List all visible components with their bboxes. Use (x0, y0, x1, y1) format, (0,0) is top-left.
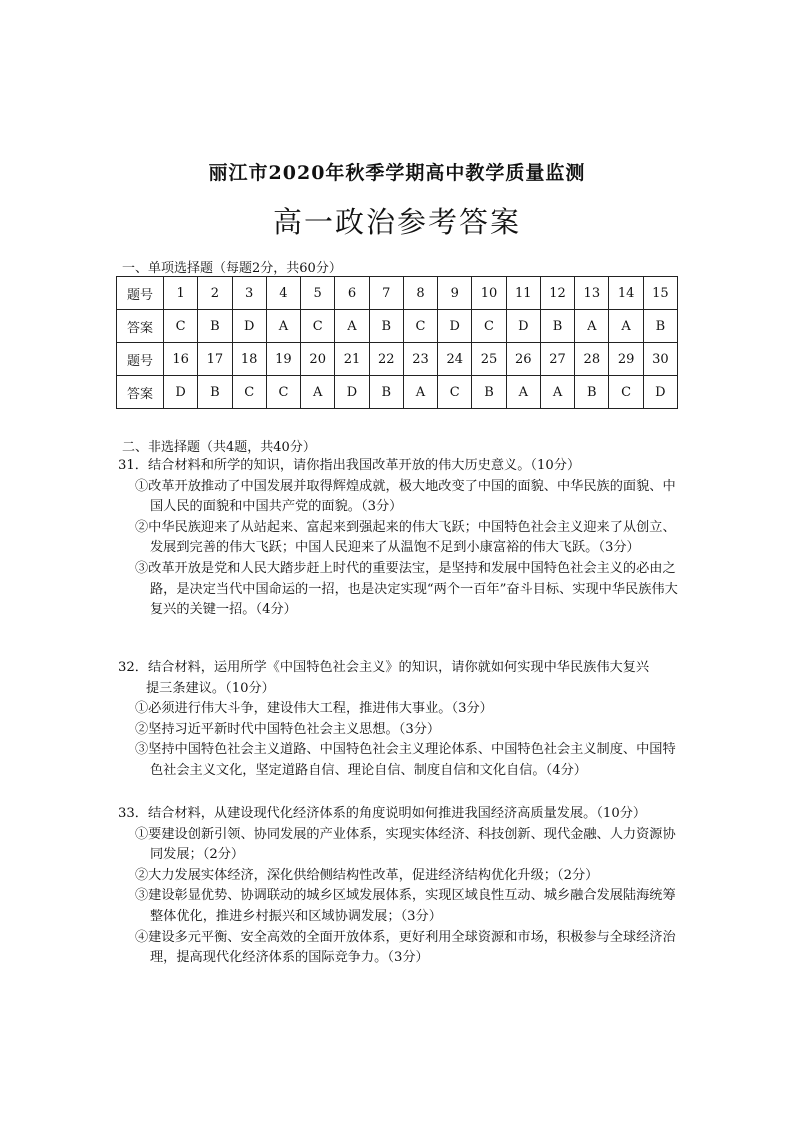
question-number-cell: 6 (335, 277, 369, 310)
question-32-point: ③坚持中国特色社会主义道路、中国特色社会主义理论体系、中国特色社会主义制度、中国特色社会主义文化，坚定道路自信、理论自信、制度自信和文化自信。（4分） (135, 742, 676, 778)
question-33-stem: 33．结合材料，从建设现代化经济体系的角度说明如何推进我国经济高质量发展。（10分） (118, 806, 647, 821)
question-number-cell: 18 (232, 343, 266, 376)
answer-cell: D (232, 310, 266, 343)
question-31-point: ③改革开放是党和人民大踏步赶上时代的重要法宝，是坚持和发展中国特色社会主义的必由之路，是决定当代中国命运的一招，也是决定实现“两个一百年”奋斗目标、实现中华民族伟大复兴的关键一招。（4分） (135, 560, 678, 618)
answer-cell: B (369, 310, 403, 343)
question-33-point: ①要建设创新引领、协同发展的产业体系，实现实体经济、科技创新、现代金融、人力资源协同发展；（2分） (135, 826, 676, 863)
table-row (117, 376, 678, 409)
question-number-cell: 11 (506, 277, 540, 310)
question-number-cell: 15 (643, 277, 677, 310)
question-number-cell: 1 (164, 277, 198, 310)
answer-cell: A (403, 376, 437, 409)
answer-cell: D (335, 376, 369, 409)
question-number-cell: 16 (164, 343, 198, 376)
question-number-cell: 7 (369, 277, 403, 310)
answer-cell: D (438, 310, 472, 343)
question-33 (118, 804, 688, 969)
question-number-cell: 20 (301, 343, 335, 376)
question-number-cell: 12 (540, 277, 574, 310)
question-number-cell: 4 (266, 277, 300, 310)
answer-cell: C (438, 376, 472, 409)
answer-cell: B (643, 310, 677, 343)
question-33-point: ③建设彰显优势、协调联动的城乡区域发展体系，实现区域良性互动、城乡融合发展陆海统筹整体优化，推进乡村振兴和区域协调发展；（3分） (135, 888, 676, 924)
row-label-number: 题号 (117, 277, 164, 310)
question-32-point: ①必须进行伟大斗争，建设伟大工程，推进伟大事业。（3分） (135, 701, 493, 717)
answer-cell: B (472, 376, 506, 409)
question-number-cell: 25 (472, 343, 506, 376)
answer-cell: C (232, 376, 266, 409)
question-number-cell: 27 (540, 343, 574, 376)
row-label-answer: 答案 (117, 376, 164, 409)
answer-cell: C (266, 376, 300, 409)
answer-cell: A (506, 376, 540, 409)
answer-cell: C (301, 310, 335, 343)
question-number-cell: 13 (575, 277, 609, 310)
question-32-point: ②坚持习近平新时代中国特色社会主义思想。（3分） (135, 721, 441, 737)
answer-key-title: 高一政治参考答案 (272, 205, 521, 239)
question-number-cell: 19 (266, 343, 300, 376)
row-label-number: 题号 (117, 343, 164, 376)
answer-cell: A (335, 310, 369, 343)
question-31-point: ②中华民族迎来了从站起来、富起来到强起来的伟大飞跃；中国特色社会主义迎来了从创立、发展到完善的伟大飞跃；中国人民迎来了从温饱不足到小康富裕的伟大飞跃。（3分） (135, 519, 676, 556)
question-32-stem: 32．结合材料，运用所学《中国特色社会主义》的知识，请你就如何实现中华民族伟大复兴 (118, 660, 650, 675)
question-number-cell: 8 (403, 277, 437, 310)
question-number-cell: 30 (643, 343, 677, 376)
question-number-cell: 10 (472, 277, 506, 310)
answer-cell: A (301, 376, 335, 409)
question-number-cell: 17 (198, 343, 232, 376)
question-number-cell: 14 (609, 277, 643, 310)
answer-cell: A (609, 310, 643, 343)
question-33-point: ④建设多元平衡、安全高效的全面开放体系，更好利用全球资源和市场，积极参与全球经济治理，提高现代化经济体系的国际竞争力。（3分） (135, 929, 676, 966)
table-row (117, 343, 678, 376)
table-row (117, 310, 678, 343)
question-number-cell: 2 (198, 277, 232, 310)
section1-heading: 一、单项选择题（每题2分，共60分） (122, 261, 342, 276)
answer-cell: B (540, 310, 574, 343)
question-31-point: ①改革开放推动了中国发展并取得辉煌成就，极大地改变了中国的面貌、中华民族的面貌、中国人民的面貌和中国共产党的面貌。（3分） (135, 478, 676, 515)
answer-table (116, 276, 678, 409)
answer-cell: C (472, 310, 506, 343)
question-number-cell: 21 (335, 343, 369, 376)
answer-cell: B (198, 376, 232, 409)
question-number-cell: 28 (575, 343, 609, 376)
section2-heading: 二、非选择题（共4题，共40分） (122, 440, 316, 455)
question-31 (118, 456, 688, 621)
answer-cell: D (506, 310, 540, 343)
answer-cell: B (198, 310, 232, 343)
question-32 (118, 658, 688, 782)
question-number-cell: 29 (609, 343, 643, 376)
answer-cell: C (403, 310, 437, 343)
table-row (117, 277, 678, 310)
question-32-stem-continued: 提三条建议。（10分） (146, 680, 275, 696)
answer-cell: A (266, 310, 300, 343)
question-31-stem: 31．结合材料和所学的知识，请你指出我国改革开放的伟大历史意义。（10分） (118, 458, 581, 473)
answer-cell: D (643, 376, 677, 409)
question-33-point: ②大力发展实体经济，深化供给侧结构性改革，促进经济结构优化升级；（2分） (135, 867, 599, 883)
question-number-cell: 9 (438, 277, 472, 310)
question-number-cell: 26 (506, 343, 540, 376)
answer-cell: A (540, 376, 574, 409)
answer-cell: C (609, 376, 643, 409)
exam-title: 丽江市2020年秋季学期高中教学质量监测 (208, 162, 586, 184)
question-number-cell: 23 (403, 343, 437, 376)
question-number-cell: 24 (438, 343, 472, 376)
question-number-cell: 22 (369, 343, 403, 376)
answer-cell: A (575, 310, 609, 343)
answer-cell: D (164, 376, 198, 409)
answer-cell: C (164, 310, 198, 343)
answer-cell: B (575, 376, 609, 409)
question-number-cell: 3 (232, 277, 266, 310)
question-number-cell: 5 (301, 277, 335, 310)
answer-cell: B (369, 376, 403, 409)
row-label-answer: 答案 (117, 310, 164, 343)
